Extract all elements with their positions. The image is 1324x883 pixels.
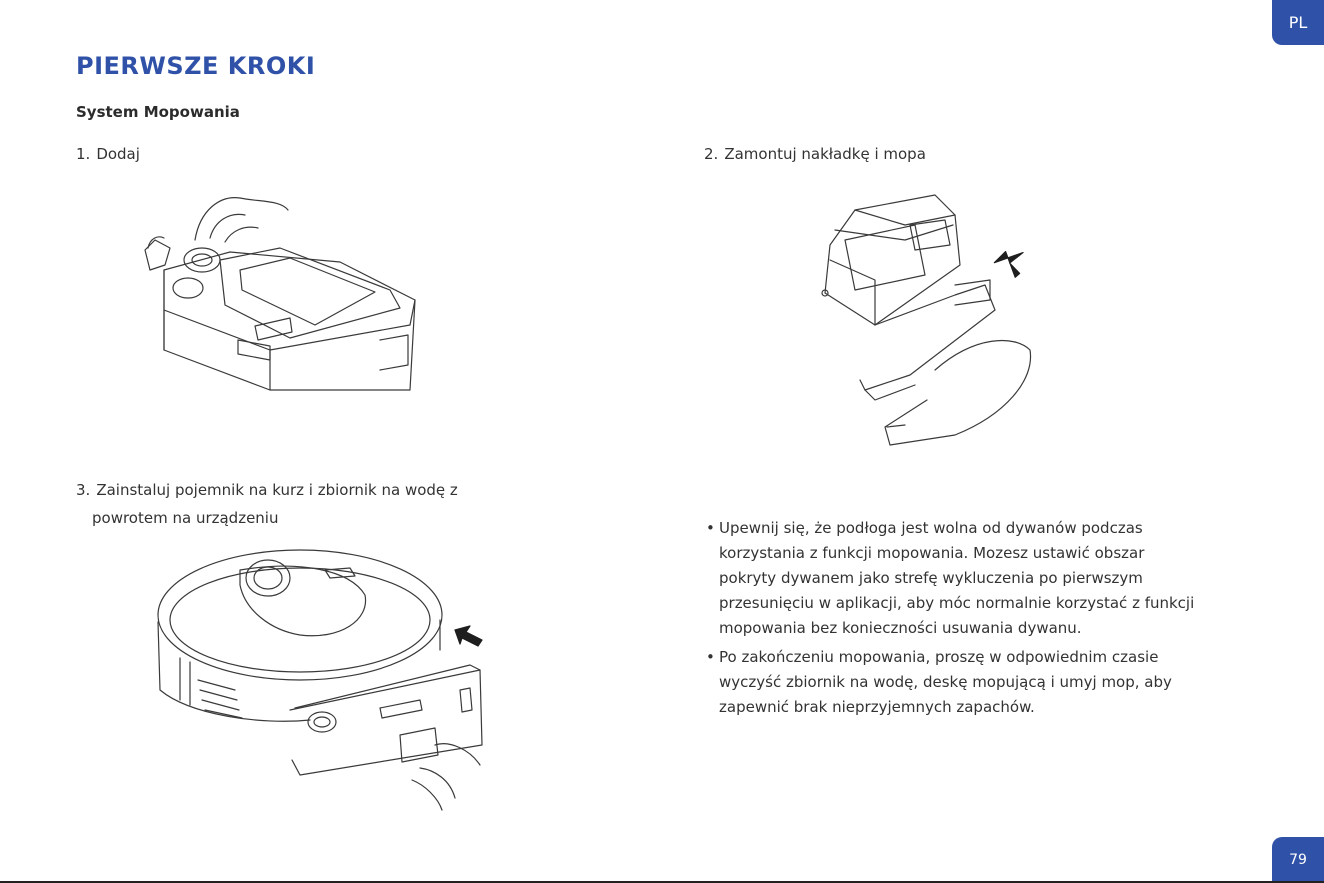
language-tab (1272, 0, 1324, 45)
page-number: 79 (1289, 852, 1307, 868)
mop-attach-illustration (815, 185, 1065, 455)
page-number-tab (1272, 837, 1324, 883)
step-number: 2. (704, 145, 719, 163)
note-item: • Po zakończeniu mopowania, proszę w odpowiednim czasie wyczyść zbiornik na wodę, deskę mopującą i umyj mop, aby zapewnić brak nieprzyjemnych zapachów. (706, 645, 1206, 720)
step-text-line-2: powrotem na urządzeniu (92, 509, 279, 527)
step-1 (76, 140, 140, 168)
step-number: 3. (76, 481, 91, 499)
section-subtitle: System Mopowania (76, 103, 240, 121)
step-3 (76, 476, 458, 532)
note-item: • Upewnij się, że podłoga jest wolna od dywanów podczas korzystania z funkcji mopowania. Mozesz ustawić obszar pokryty dywanem jako strefę wykluczenia po pierwszym przesunięciu w aplikacji, aby móc normalnie korzystać z funkcji mopowania bez konieczności usuwania dywanu. (706, 516, 1206, 641)
step-text: Dodaj (96, 145, 140, 163)
step-text-line-1: Zainstaluj pojemnik na kurz i zbiornik na wodę z (96, 481, 458, 499)
step-text: Zamontuj nakładkę i mopa (724, 145, 926, 163)
step-number: 1. (76, 145, 91, 163)
notes-list (706, 516, 1206, 724)
step-2 (704, 140, 926, 168)
page-title: PIERWSZE KROKI (76, 52, 316, 80)
water-tank-fill-illustration (140, 190, 430, 410)
language-code: PL (1288, 13, 1308, 32)
robot-tank-insert-illustration (150, 540, 495, 815)
